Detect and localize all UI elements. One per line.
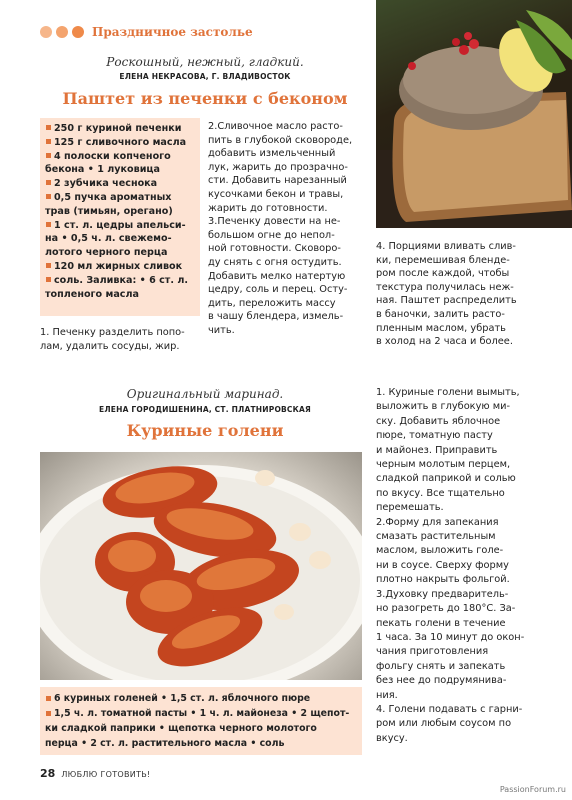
text-line: пленным маслом, убрать: [376, 322, 506, 334]
ingredient-row: бекона • 1 луковица: [45, 164, 160, 176]
text-line: 1. Куриные голени вымыть,: [376, 387, 520, 398]
ingredient-row: 0,5 пучка ароматных: [45, 191, 195, 205]
dot: [40, 26, 52, 38]
pate-photo: [376, 0, 572, 228]
text-line: ром или любым соусом по: [376, 718, 512, 730]
text-line: большом огне до непол-: [208, 229, 335, 241]
page-footer: [40, 767, 151, 780]
text-line: 1. Печенку разделить попо-: [40, 327, 185, 338]
text-line: плотно накрыть фольгой.: [376, 574, 510, 586]
text-line: и майонез. Приправить: [376, 444, 498, 456]
text-line: пюре, томатную пасту: [376, 430, 493, 442]
text-line: маслом, выложить голе-: [376, 545, 504, 557]
text-line: чить.: [208, 324, 235, 336]
text-line: 4. Голени подавать с гарни-: [376, 703, 523, 715]
text-line: пекать голени в течение: [376, 617, 506, 629]
text-line: по вкусу. Все тщательно: [376, 487, 505, 499]
text-line: текстура получилась неж-: [376, 281, 514, 293]
ingredient-row: на • 0,5 ч. л. свежемо-: [45, 233, 172, 245]
text-line: ром после каждой, чтобы: [376, 268, 510, 280]
text-line: смазать растительным: [376, 531, 496, 543]
ingredient-row: 6 куриных голеней • 1,5 ст. л. яблочного пюре: [45, 691, 357, 706]
text-line: Добавить мелко натертую: [208, 270, 346, 282]
text-line: черным молотым перцем,: [376, 459, 511, 471]
ingredient-row: 250 г куриной печенки: [45, 122, 195, 136]
ingredient-row: 125 г сливочного масла: [45, 136, 195, 150]
dot: [72, 26, 84, 38]
recipe1-ingredients: [40, 118, 200, 316]
text-line: добавить измельченный: [208, 148, 336, 160]
text-line: без нее до подрумянива-: [376, 675, 507, 687]
recipe1-title: Паштет из печенки с беконом: [62, 89, 348, 108]
section-label: Праздничное застолье: [92, 25, 253, 39]
ingredient-row: топленого масла: [45, 288, 139, 300]
text-line: чания приготовления: [376, 646, 489, 658]
ingredient-row: соль. Заливка: • 6 ст. л.: [45, 274, 195, 288]
text-line: 2.Сливочное масло расто-: [208, 121, 343, 132]
text-line: но разогреть до 180°С. За-: [376, 603, 516, 615]
text-line: выложить в глубокую ми-: [376, 401, 511, 413]
magazine-name: ЛЮБЛЮ ГОТОВИТЬ!: [61, 770, 151, 779]
text-line: ску. Добавить яблочное: [376, 415, 501, 427]
ingredient-row: 2 зубчика чеснока: [45, 177, 195, 191]
text-line: ная. Паштет распределить: [376, 295, 517, 307]
text-line: 2.Форму для запекания: [376, 516, 499, 528]
text-line: 3.Духовку предваритель-: [376, 588, 509, 600]
dot: [56, 26, 68, 38]
recipe1-steps-2-3: [208, 120, 374, 338]
text-line: перемешать.: [376, 502, 444, 514]
recipe2-subtitle: Оригинальный маринад.: [126, 387, 284, 401]
text-line: ной готовности. Сковоро-: [208, 243, 341, 255]
chicken-photo: [40, 452, 362, 680]
recipe1-step4: [376, 240, 572, 349]
text-line: дить, переложить массу: [208, 297, 336, 309]
text-line: жарить до готовности.: [208, 202, 328, 214]
text-line: ки, перемешивая бленде-: [376, 254, 510, 266]
text-line: в чашу блендера, измель-: [208, 311, 344, 323]
text-line: лам, удалить сосуды, жир.: [40, 340, 180, 352]
recipe2-steps: [376, 386, 572, 746]
text-line: 3.Печенку довести на не-: [208, 216, 341, 228]
text-line: цедру, соль и перец. Осту-: [208, 284, 348, 296]
ingredient-row: 1,5 ч. л. томатной пасты • 1 ч. л. майонеза • 2 щепот-: [45, 706, 357, 721]
text-line: сти. Добавить нарезанный: [208, 175, 347, 187]
recipe2-author: ЕЛЕНА ГОРОДИШЕНИНА, СТ. ПЛАТНИРОВСКАЯ: [99, 405, 311, 414]
text-line: ния.: [376, 689, 398, 701]
recipe1-subtitle: Роскошный, нежный, гладкий.: [106, 55, 304, 69]
ingredient-row: перца • 2 ст. л. растительного масла • соль: [45, 738, 285, 749]
recipe1-step1: [40, 326, 205, 353]
text-line: лук, жарить до прозрачно-: [208, 161, 348, 173]
ingredient-row: 4 полоски копченого: [45, 150, 195, 164]
watermark: PassionForum.ru: [499, 785, 566, 794]
text-line: 1 часа. За 10 минут до окон-: [376, 631, 525, 643]
ingredient-row: трав (тимьян, орегано): [45, 205, 173, 217]
recipe2-ingredients: [40, 687, 362, 755]
recipe1-author: ЕЛЕНА НЕКРАСОВА, Г. ВЛАДИВОСТОК: [119, 72, 291, 81]
text-line: ни в соусе. Сверху форму: [376, 559, 509, 571]
page-number: 28: [40, 767, 56, 780]
text-line: 4. Порциями вливать слив-: [376, 241, 516, 252]
text-line: пить в глубокой сковороде,: [208, 134, 353, 146]
text-line: фольгу снять и запекать: [376, 660, 506, 672]
ingredient-row: ки сладкой паприки • щепотка черного молотого: [45, 723, 317, 734]
text-line: ду снять с огня остудить.: [208, 256, 342, 268]
section-dots: [40, 26, 84, 38]
text-line: в холод на 2 часа и более.: [376, 336, 513, 348]
recipe2-title: Куриные голени: [126, 421, 284, 440]
ingredient-row: лотого черного перца: [45, 247, 168, 259]
text-line: вкусу.: [376, 732, 408, 744]
text-line: сладкой паприкой и солью: [376, 473, 516, 485]
text-line: кусочками бекон и травы,: [208, 188, 344, 200]
ingredient-row: 1 ст. л. цедры апельси-: [45, 219, 195, 233]
text-line: в баночки, залить расто-: [376, 308, 505, 320]
ingredient-row: 120 мл жирных сливок: [45, 260, 195, 274]
